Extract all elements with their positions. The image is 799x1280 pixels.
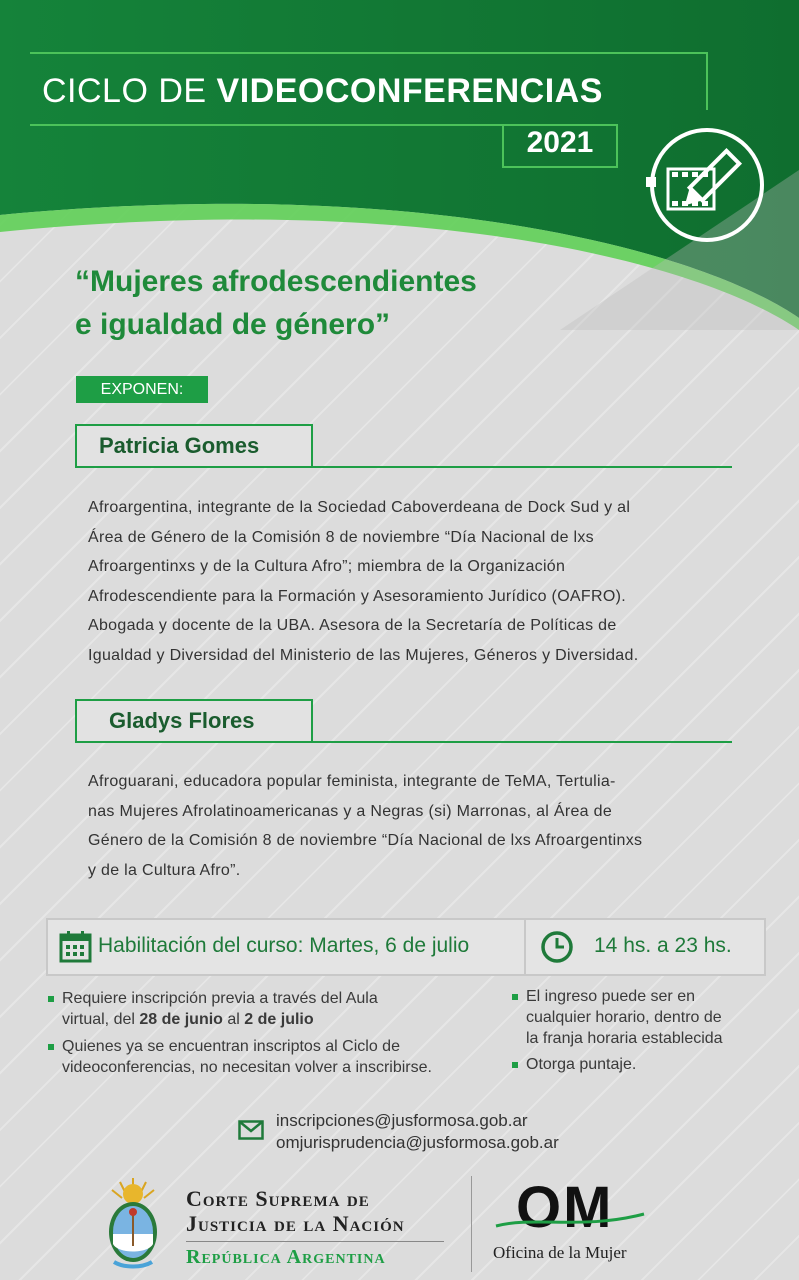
- mail-icon: [238, 1120, 264, 1140]
- coat-of-arms-icon: [100, 1172, 166, 1272]
- bio-line: Afroargentina, integrante de la Sociedad Caboverdeana de Dock Sud y al: [88, 499, 631, 516]
- speaker-name-box: Patricia Gomes: [75, 424, 313, 468]
- clock-icon: [540, 930, 574, 964]
- talk-title: [75, 260, 477, 346]
- header-frame-bottom: [30, 124, 502, 126]
- bio-line: Afrodescendiente para la Formación y Asesoramiento Jurídico (OAFRO).: [88, 587, 626, 605]
- header-frame-top: [30, 52, 708, 54]
- date-end: 2 de julio: [244, 1011, 314, 1028]
- talk-title-line2: e igualdad de género”: [75, 308, 391, 341]
- bio-line: y de la Cultura Afro”.: [88, 861, 241, 879]
- speaker-divider: [310, 466, 732, 468]
- note-registration: [48, 988, 498, 1030]
- speaker-name-box: Gladys Flores: [75, 699, 313, 743]
- court-underline: [186, 1241, 444, 1242]
- bio-line: Afroargentinxs y de la Cultura Afro”; miembra de la Organización: [88, 558, 566, 575]
- bullet-icon: [512, 1062, 518, 1068]
- bullet-icon: [512, 994, 518, 1000]
- series-title-prefix: CICLO DE: [42, 72, 217, 110]
- email-inscripciones[interactable]: inscripciones@jusformosa.gob.ar: [276, 1111, 528, 1130]
- bio-line: Igualdad y Diversidad del Ministerio de las Mujeres, Géneros y Diversidad.: [88, 646, 639, 664]
- bio-line: nas Mujeres Afrolatinoamericanas y a Negras (si) Marronas, al Área de: [88, 802, 613, 820]
- series-title-bold: VIDEOCONFERENCIAS: [216, 72, 603, 110]
- series-title: [42, 72, 603, 111]
- bio-line: Abogada y docente de la UBA. Asesora de la Secretaría de Políticas de: [88, 617, 617, 634]
- note-points: [512, 1054, 772, 1075]
- republic-name: República Argentina: [186, 1246, 386, 1268]
- note-line: la franja horaria establecida: [526, 1030, 723, 1047]
- footer-divider: [471, 1176, 472, 1272]
- note-line: Otorga puntaje.: [526, 1056, 637, 1073]
- om-logo-swoosh: [494, 1208, 646, 1232]
- exponen-label: EXPONEN:: [76, 376, 208, 403]
- email-omjurisprudencia[interactable]: omjurisprudencia@jusformosa.gob.ar: [276, 1133, 559, 1152]
- note-line: al: [222, 1011, 245, 1028]
- speaker-bio: [88, 493, 724, 670]
- bullet-icon: [48, 1044, 54, 1050]
- bullet-icon: [48, 996, 54, 1002]
- calendar-icon: [59, 930, 92, 963]
- course-time-text: 14 hs. a 23 hs.: [594, 934, 732, 957]
- note-line: cualquier horario, dentro de: [526, 1009, 722, 1026]
- note-already-registered: [48, 1036, 508, 1078]
- date-start: 28 de junio: [139, 1011, 223, 1028]
- year-label: 2021: [526, 126, 594, 159]
- bio-line: Género de la Comisión 8 de noviembre “Día Nacional de lxs Afroargentinxs: [88, 832, 643, 849]
- om-subtitle: Oficina de la Mujer: [493, 1243, 627, 1262]
- note-line: Quienes ya se encuentran inscriptos al Ciclo de: [62, 1038, 400, 1055]
- note-entry-time: [512, 986, 772, 1049]
- court-name-line2: Justicia de la Nación: [186, 1211, 405, 1236]
- court-name-line1: Corte Suprema de: [186, 1186, 370, 1211]
- speaker-bio: [88, 767, 724, 885]
- bio-line: Afroguarani, educadora popular feminista, integrante de TeMA, Tertulia-: [88, 773, 616, 790]
- bio-line: Área de Género de la Comisión 8 de noviembre “Día Nacional de lxs: [88, 528, 594, 546]
- header-frame-right: [706, 52, 708, 110]
- note-line: virtual, del: [62, 1011, 140, 1028]
- note-line: Requiere inscripción previa a través del Aula: [62, 990, 378, 1007]
- speaker-divider: [310, 741, 732, 743]
- talk-title-line1: “Mujeres afrodescendientes: [75, 265, 477, 298]
- film-pencil-icon: [646, 124, 768, 246]
- note-line: El ingreso puede ser en: [526, 988, 695, 1005]
- om-logo: OM: [516, 1175, 614, 1240]
- note-line: videoconferencias, no necesitan volver a inscribirse.: [62, 1059, 432, 1076]
- course-date-text: Habilitación del curso: Martes, 6 de julio: [98, 934, 470, 957]
